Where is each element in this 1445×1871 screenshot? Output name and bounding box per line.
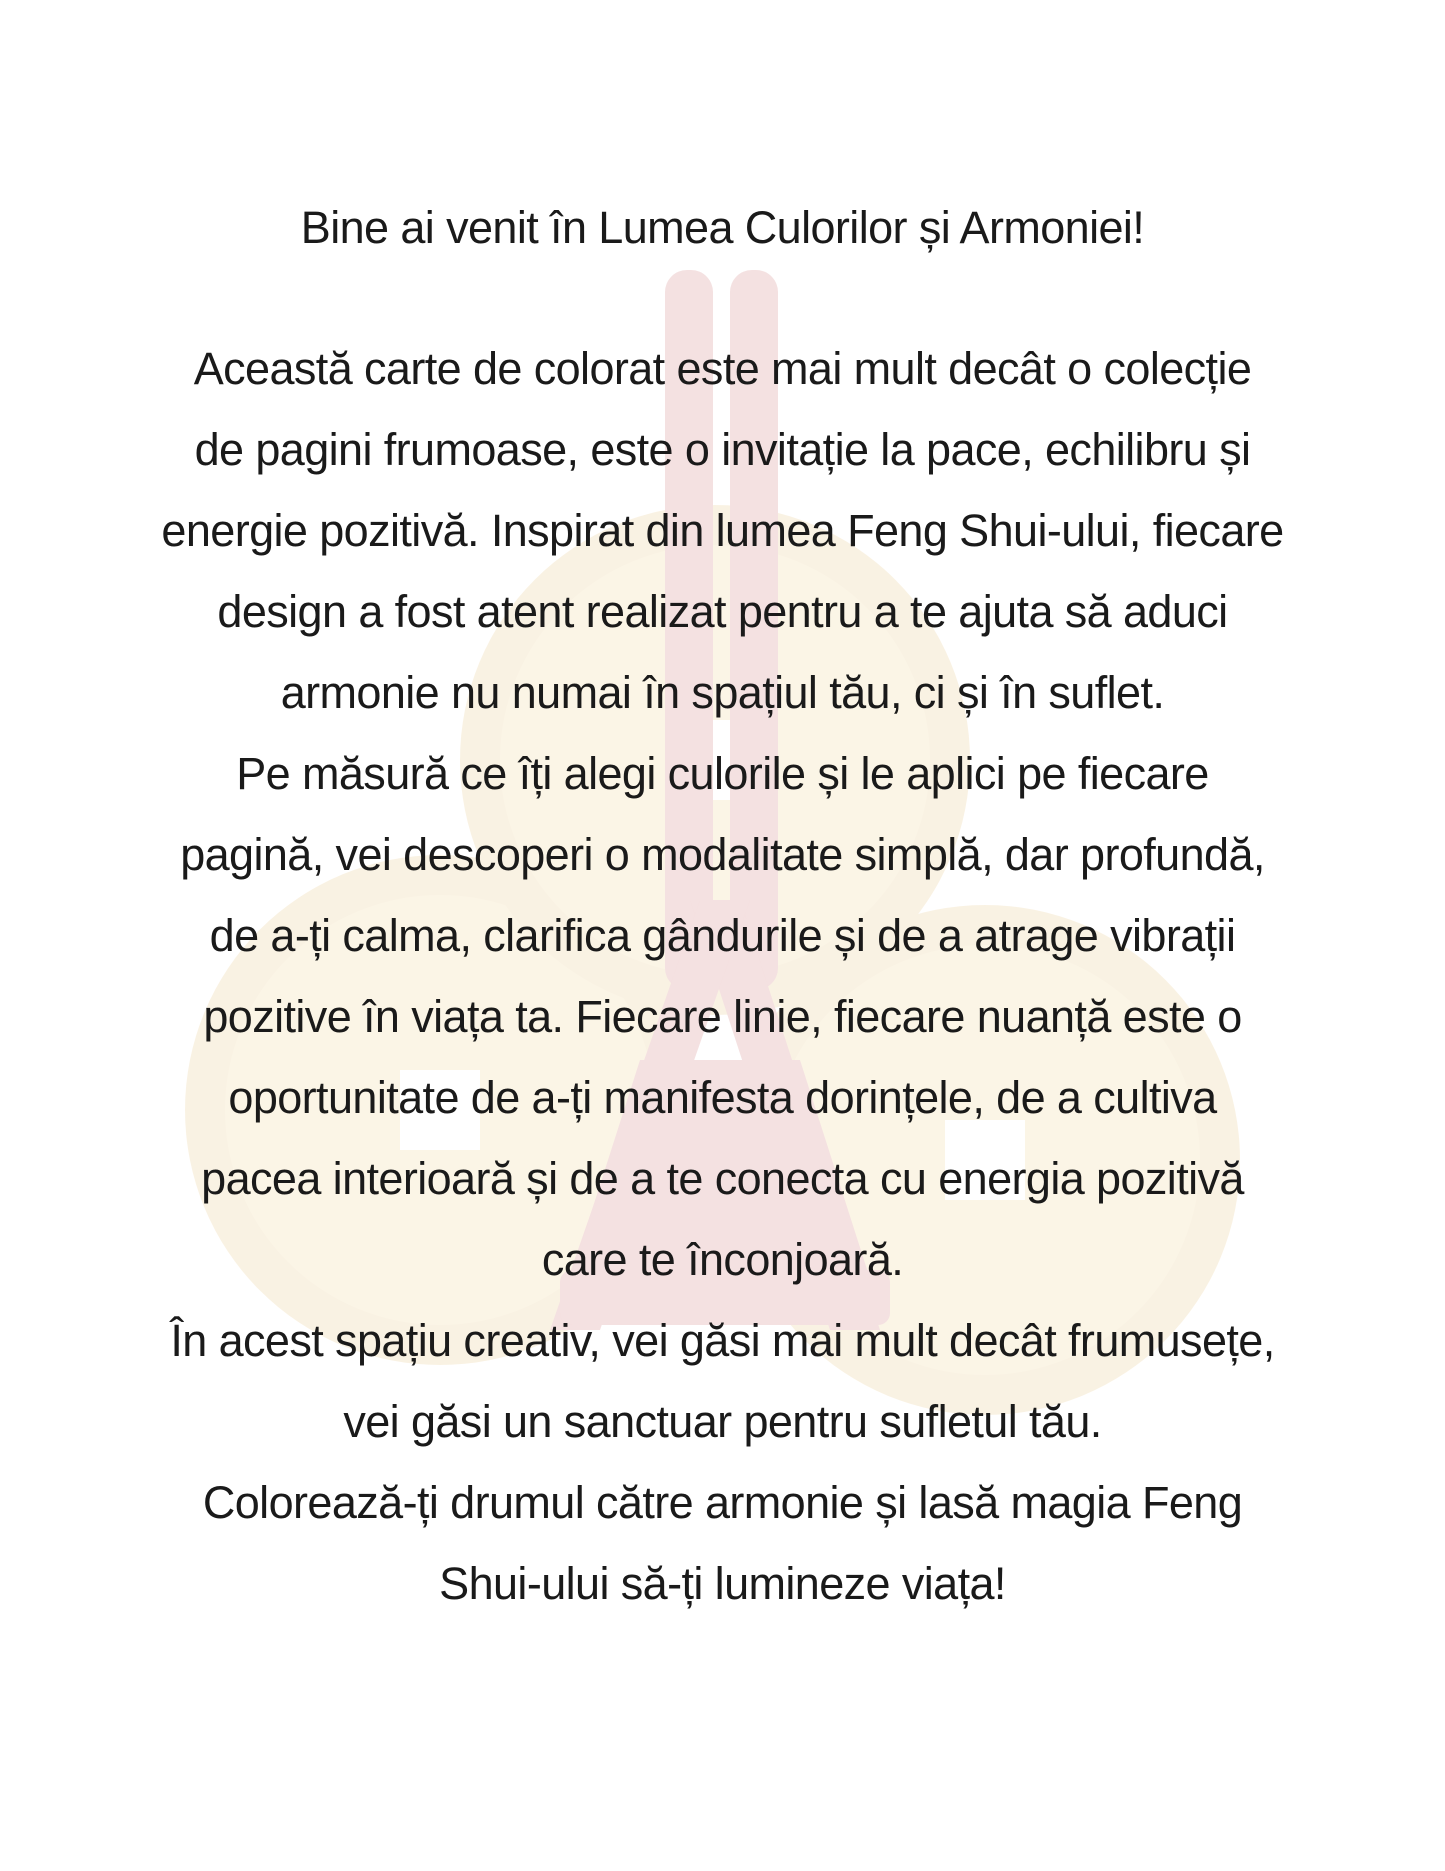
paragraph-line: de a-ți calma, clarifica gândurile și de a atrage vibrații bbox=[209, 910, 1236, 961]
paragraph-line: armonie nu numai în spațiul tău, ci și în suflet. bbox=[280, 667, 1165, 718]
paragraph-line: pacea interioară și de a te conecta cu energia pozitivă bbox=[201, 1153, 1244, 1204]
paragraph-line: de pagini frumoase, este o invitație la pace, echilibru și bbox=[194, 424, 1251, 475]
paragraph-line: Pe măsură ce îți alegi culorile și le aplici pe fiecare bbox=[236, 748, 1209, 799]
paragraph-line: energie pozitivă. Inspirat din lumea Feng Shui-ului, fiecare bbox=[161, 505, 1284, 556]
paragraph-line: pozitive în viața ta. Fiecare linie, fiecare nuanță este o bbox=[203, 991, 1242, 1042]
paragraph-line: vei găsi un sanctuar pentru sufletul tău. bbox=[343, 1396, 1102, 1447]
paragraph-line: design a fost atent realizat pentru a te ajuta să aduci bbox=[217, 586, 1228, 637]
intro-text bbox=[120, 200, 1325, 1624]
paragraph-line: Această carte de colorat este mai mult decât o colecție bbox=[193, 343, 1252, 394]
paragraph-line: În acest spațiu creativ, vei găsi mai mult decât frumusețe, bbox=[170, 1315, 1275, 1366]
page-title: Bine ai venit în Lumea Culorilor și Armoniei! bbox=[300, 202, 1145, 253]
paragraph-line: oportunitate de a-ți manifesta dorințele, de a cultiva bbox=[228, 1072, 1217, 1123]
paragraph-line: Colorează-ți drumul către armonie și lasă magia Feng bbox=[202, 1477, 1243, 1528]
paragraph-line: Shui-ului să-ți lumineze viața! bbox=[439, 1558, 1006, 1609]
paragraph-line: care te înconjoară. bbox=[541, 1234, 904, 1285]
paragraph-line: pagină, vei descoperi o modalitate simplă, dar profundă, bbox=[180, 829, 1265, 880]
